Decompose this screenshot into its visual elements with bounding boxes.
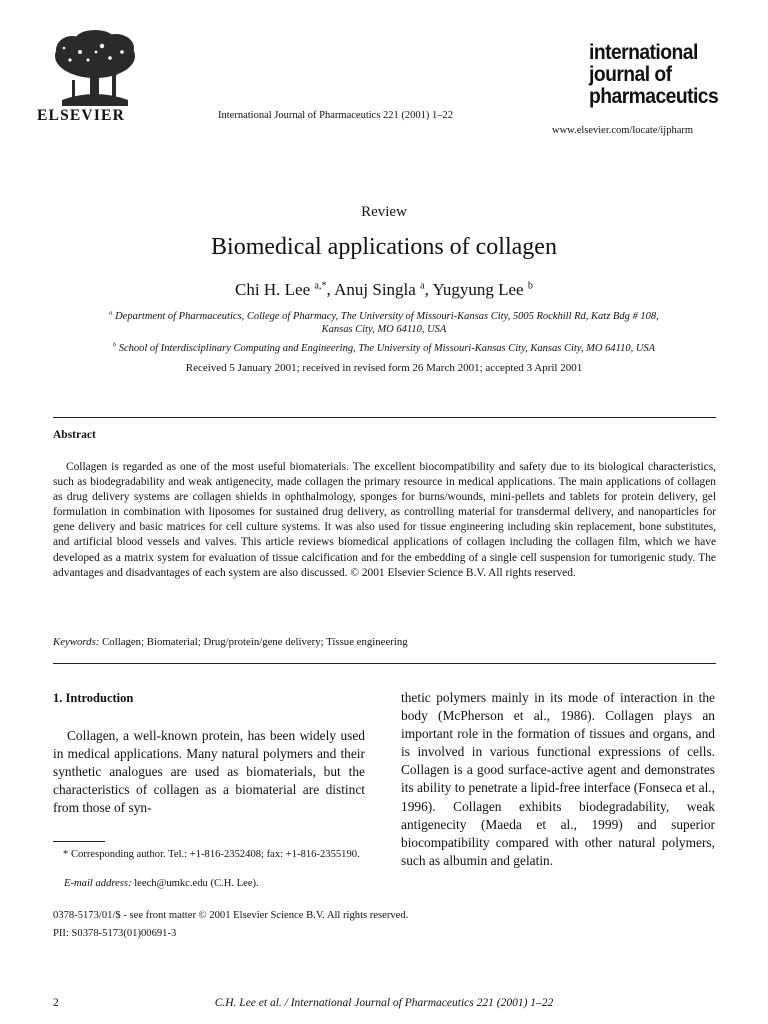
- journal-reference: International Journal of Pharmaceutics 221 (2001) 1–22: [218, 110, 454, 121]
- corresponding-author-note: * Corresponding author. Tel.: +1-816-2352408; fax: +1-816-2355190.: [63, 849, 360, 860]
- author-name: Yugyung Lee: [432, 280, 524, 299]
- journal-url[interactable]: www.elsevier.com/locate/ijpharm: [552, 125, 694, 136]
- article-title: Biomedical applications of collagen: [211, 234, 557, 260]
- author-affiliation-mark[interactable]: a,*: [314, 280, 327, 292]
- divider: [53, 663, 716, 664]
- affiliation-text: School of Interdisciplinary Computing and Engineering, The University of Missouri-Kansas City, Kansas City, MO 64110, USA: [118, 343, 656, 354]
- journal-brand-line: international: [589, 41, 698, 64]
- running-head: C.H. Lee et al. / International Journal of Pharmaceutics 221 (2001) 1–22: [214, 997, 554, 1009]
- pii-line: PII: S0378-5173(01)00691-3: [53, 928, 177, 939]
- body-column-right: thetic polymers mainly in its mode of interaction in the body (McPherson et al., 1986). Collagen plays an important role in the formation of tissues and organs, and is involved in various functional expressions of cells. Collagen is a good surface-active agent and demonstrates its ability to penetrate a lipid-free interface (Fonseca et al., 1996). Collagen exhibits biodegradability, weak antigenecity (Maeda et al., 1999) and superior biocompatibility compared with other natural polymers, such as albumin and gelatin.: [401, 690, 715, 868]
- front-matter-line: 0378-5173/01/$ - see front matter © 2001 Elsevier Science B.V. All rights reserved.: [53, 910, 409, 921]
- email-address[interactable]: leech@umkc.edu (C.H. Lee).: [134, 878, 259, 889]
- abstract-body: Collagen is regarded as one of the most useful biomaterials. The excellent biocompatibility and safety due to its biological characteristics, such as biodegradability and weak antigenecity, made collagen the primary resource in medical applications. The main applications of collagen as drug delivery systems are collagen shields in ophthalmology, sponges for burns/wounds, mini-pellets and tablets for protein delivery, gel formulation in combination with liposomes for sustained drug delivery, as controlling material for transdermal delivery, and nanoparticles for gene delivery and basic matrices for cell culture systems. It was also used for tissue engineering including skin replacement, bone substitutes, and artificial blood vessels and valves. This article reviews biomedical applications of collagen including the collagen film, which we have developed as a matrix system for evaluation of tissue calcification and for the embedding of a single cell suspension for tumorigenic study. The advantages and disadvantages of each system are also discussed. © 2001 Elsevier Science B.V. All rights reserved.: [53, 461, 716, 579]
- affiliation-mark: a: [109, 309, 113, 317]
- journal-brand-line: pharmaceutics: [589, 85, 719, 108]
- author-separator: ,: [424, 280, 433, 299]
- email-note: [53, 877, 364, 891]
- author-affiliation-mark[interactable]: b: [527, 280, 533, 292]
- page-number: 2: [53, 997, 59, 1009]
- publisher-name: ELSEVIER: [37, 107, 125, 124]
- body-column-left: Collagen, a well-known protein, has been widely used in medical applications. Many natural polymers and their synthetic analogues are used as biomaterials, but the characteristics of collagen as a biomaterial are distinct from those of syn-: [53, 728, 365, 816]
- keywords-list: Collagen; Biomaterial; Drug/protein/gene delivery; Tissue engineering: [102, 636, 408, 648]
- footnote-divider: [53, 841, 105, 842]
- keywords-label: Keywords:: [53, 636, 100, 648]
- affiliation-text: Department of Pharmaceutics, College of Pharmacy, The University of Missouri-Kansas City, 5005 Rockhill Rd, Katz Bdg # 108,: [115, 311, 659, 322]
- abstract-heading: Abstract: [53, 429, 96, 441]
- journal-brand: [589, 42, 727, 108]
- article-dates: Received 5 January 2001; received in revised form 26 March 2001; accepted 3 April 2001: [185, 362, 583, 374]
- section-heading: 1. Introduction: [53, 691, 134, 705]
- journal-brand-line: journal of: [589, 63, 672, 86]
- affiliation-text-continued: Kansas City, MO 64110, USA: [321, 324, 447, 335]
- divider: [53, 417, 716, 418]
- author-list: [0, 280, 768, 300]
- affiliation-a: [0, 310, 768, 336]
- author-affiliation-mark[interactable]: a: [420, 280, 425, 292]
- affiliation-mark: b: [112, 341, 117, 349]
- email-label: E-mail address:: [64, 878, 132, 889]
- author-name: Anuj Singla: [334, 280, 416, 299]
- article-type: Review: [361, 204, 407, 220]
- affiliation-b: [0, 342, 768, 355]
- author-name: Chi H. Lee: [235, 280, 311, 299]
- author-separator: ,: [326, 280, 335, 299]
- keywords: [53, 636, 408, 648]
